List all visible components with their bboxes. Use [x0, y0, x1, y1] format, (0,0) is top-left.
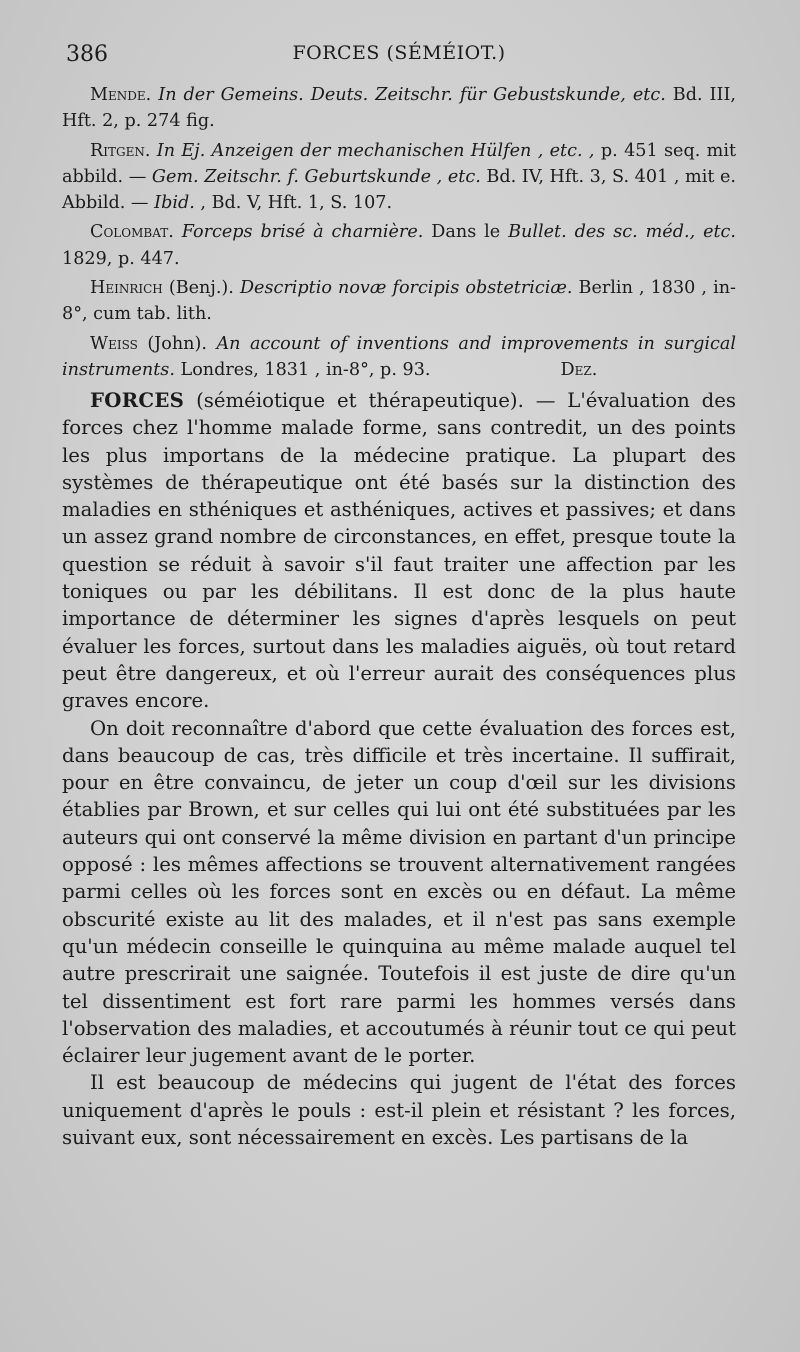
- article-body: [62, 387, 736, 1151]
- reference-title: In der Gemeins. Deuts. Zeitschr. für Gebustskunde, etc.: [158, 85, 666, 105]
- reference-author: Ritgen.: [90, 140, 151, 161]
- article-paragraph: FORCES (séméiotique et thérapeutique). — L'évaluation des forces chez l'homme malade forme, sans contredit, un des points les plus importans de la médecine pratique. La plupart des systèmes de thérapeutique ont été basés sur la distinction des maladies en sthéniques et asthéniques, actives et passives; et dans un assez grand nombre de circonstances, en effet, presque toute la question se réduit à savoir s'il faut traiter une affection par les toniques ou par les débilitans. Il est donc de la plus haute importance de déterminer les signes d'après lesquels on peut évaluer les forces, surtout dans les maladies aiguës, où tout retard peut être dangereux, et où l'erreur aurait des conséquences plus graves encore.: [62, 389, 736, 713]
- running-head: [66, 42, 732, 64]
- reference-author: Colombat.: [90, 222, 174, 243]
- page-number: 386: [66, 42, 108, 67]
- page-header: [66, 42, 732, 76]
- reference-title: An account of inventions and improvements in surgical instruments.: [62, 333, 736, 380]
- reference-author: Heinrich: [90, 278, 163, 299]
- reference-entry: Heinrich (Benj.). Descriptio novæ forcipis obstetriciæ. Berlin , 1830 , in-8°, cum tab. lith.: [62, 278, 736, 325]
- bibliography: [62, 82, 736, 383]
- reference-author: Weiss: [90, 333, 138, 354]
- reference-entry: Ritgen. In Ej. Anzeigen der mechanischen Hülfen , etc. , p. 451 seq. mit abbild. — Gem. Zeitschr. f. Geburtskunde , etc. Bd. IV, Hft. 3, S. 401 , mit e. Abbild. — Ibid. , Bd. V, Hft. 1, S. 107.: [62, 140, 737, 214]
- reference-entry: Weiss (John). An account of inventions and improvements in surgical instruments. Londres, 1831 , in-8°, p. 93. Dez.: [62, 333, 736, 380]
- running-title: FORCES: [292, 42, 380, 64]
- article-paragraph: Il est beaucoup de médecins qui jugent de l'état des forces uniquement d'après le pouls : est-il plein et résistant ? les forces, suivant eux, sont nécessairement en excès. Les partisans de la: [62, 1071, 736, 1150]
- article-paragraph: On doit reconnaître d'abord que cette évaluation des forces est, dans beaucoup de cas, très difficile et très incertaine. Il suffirait, pour en être convaincu, de jeter un coup d'œil sur les divisions établies par Brown, et sur celles qui lui ont été substituées par les auteurs qui ont conservé la même division en partant d'un principe opposé : les mêmes affections se trouvent alternativement rangées parmi celles où les forces sont en excès ou en défaut. La même obscurité existe au lit des malades, et il n'est pas sans exemple qu'un médecin conseille le quinquina au même malade auquel tel autre prescrirait une saignée. Toutefois il est juste de dire qu'un tel dissentiment est fort rare parmi les hommes versés dans l'observation des maladies, et accoutumés à réunir tout ce qui peut éclairer leur jugement avant de le porter.: [62, 716, 736, 1068]
- reference-title: Gem. Zeitschr. f. Geburtskunde , etc.: [151, 166, 481, 187]
- reference-title: Descriptio novæ forcipis obstetriciæ.: [239, 278, 573, 299]
- reference-title: In Ej. Anzeigen der mechanischen Hülfen , etc. ,: [156, 140, 595, 161]
- reference-entry: Mende. In der Gemeins. Deuts. Zeitschr. für Gebustskunde, etc. Bd. III, Hft. 2, p. 274 fig.: [62, 85, 736, 132]
- reference-title: Ibid.: [154, 193, 195, 214]
- running-subtitle: (SÉMÉIOT.): [386, 42, 506, 64]
- author-signature: Dez.: [560, 359, 598, 380]
- reference-title: Bullet. des sc. méd., etc.: [508, 222, 737, 243]
- entry-title: FORCES: [90, 389, 185, 412]
- reference-entry: Colombat. Forceps brisé à charnière. Dans le Bullet. des sc. méd., etc. 1829, p. 447.: [62, 222, 737, 269]
- reference-title: Forceps brisé à charnière.: [181, 222, 424, 243]
- reference-author: Mende.: [90, 85, 152, 105]
